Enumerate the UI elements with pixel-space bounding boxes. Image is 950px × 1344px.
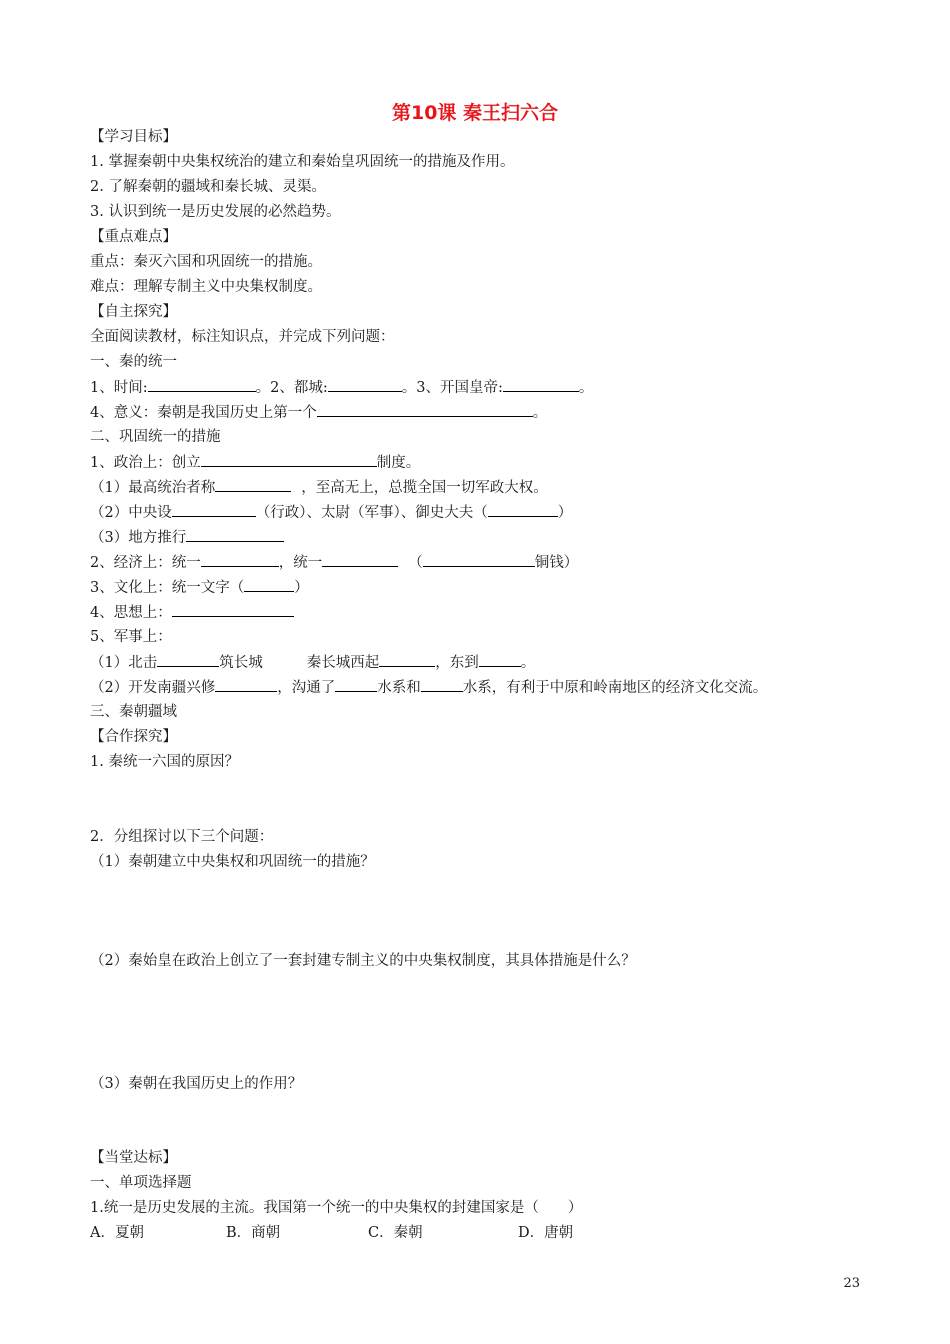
blank-river-2[interactable] xyxy=(421,677,463,692)
question-politics: 1、政治上：创立 制度。 xyxy=(90,452,420,473)
option-b: B．商朝 xyxy=(226,1225,281,1241)
blank-emperor[interactable] xyxy=(503,377,579,392)
blank-significance[interactable] xyxy=(317,402,533,417)
blank-ruler-title[interactable] xyxy=(215,477,291,492)
test-question-1: 1.统一是历史发展的主流。我国第一个统一的中央集权的封建国家是（ ） xyxy=(90,1200,583,1216)
heading-cooperation: 【合作探究】 xyxy=(90,729,177,745)
heading-classroom-test: 【当堂达标】 xyxy=(90,1150,177,1166)
page-number: 23 xyxy=(843,1276,860,1291)
question-canal: （2）开发南疆兴修 ，沟通了 水系和 水系，有利于中原和岭南地区的经济文化交流。 xyxy=(90,677,767,698)
question-great-wall: （1）北击 筑长城 秦长城西起 ，东到 。 xyxy=(90,652,535,673)
goal-2: 2. 了解秦朝的疆域和秦长城、灵渠。 xyxy=(90,179,326,195)
section-consolidation: 二、巩固统一的措施 xyxy=(90,429,221,445)
question-military: 5、军事上： xyxy=(90,629,172,645)
blank-unify-2[interactable] xyxy=(322,552,398,567)
page-title: 第10课 秦王扫六合 xyxy=(391,102,559,124)
section-single-choice: 一、单项选择题 xyxy=(90,1175,192,1191)
option-c: C．秦朝 xyxy=(368,1225,423,1241)
blank-coin[interactable] xyxy=(423,552,535,567)
coop-question-2: 2．分组探讨以下三个问题： xyxy=(90,829,274,845)
coop-question-2-3: （3）秦朝在我国历史上的作用？ xyxy=(90,1076,303,1092)
question-culture: 3、文化上：统一文字（ ） xyxy=(90,577,309,598)
blank-thought[interactable] xyxy=(172,602,294,617)
option-a: A．夏朝 xyxy=(90,1225,144,1241)
heading-self-study: 【自主探究】 xyxy=(90,304,177,320)
blank-time[interactable] xyxy=(148,377,256,392)
option-d: D．唐朝 xyxy=(518,1225,574,1241)
blank-censor-role[interactable] xyxy=(488,502,558,517)
blank-capital[interactable] xyxy=(328,377,402,392)
heading-key-points: 【重点难点】 xyxy=(90,229,177,245)
blank-wall-east[interactable] xyxy=(479,652,521,667)
section-unification: 一、秦的统一 xyxy=(90,354,177,370)
difficult-point: 难点：理解专制主义中央集权制度。 xyxy=(90,279,322,295)
blank-wall-west[interactable] xyxy=(379,652,435,667)
blank-local-system[interactable] xyxy=(186,527,284,542)
coop-question-2-1: （1）秦朝建立中央集权和巩固统一的措施？ xyxy=(90,854,375,870)
coop-question-1: 1. 秦统一六国的原因？ xyxy=(90,754,239,770)
blank-system[interactable] xyxy=(201,452,377,467)
blank-north-enemy[interactable] xyxy=(157,652,219,667)
blank-unify-1[interactable] xyxy=(201,552,279,567)
blank-script[interactable] xyxy=(244,577,294,592)
question-thought: 4、思想上： xyxy=(90,602,294,623)
coop-question-2-2: （2）秦始皇在政治上创立了一套封建专制主义的中央集权制度，其具体措施是什么？ xyxy=(90,953,636,969)
self-study-intro: 全面阅读教材，标注知识点，并完成下列问题： xyxy=(90,329,395,345)
heading-goals: 【学习目标】 xyxy=(90,129,177,145)
section-territory: 三、秦朝疆域 xyxy=(90,704,177,720)
goal-1: 1. 掌握秦朝中央集权统治的建立和秦始皇巩固统一的措施及作用。 xyxy=(90,154,515,170)
question-economy: 2、经济上：统一 ，统一 （ 铜钱） xyxy=(90,552,578,573)
question-local-system: （3）地方推行 xyxy=(90,527,284,548)
question-significance: 4、意义：秦朝是我国历史上第一个 。 xyxy=(90,402,547,423)
key-point: 重点：秦灭六国和巩固统一的措施。 xyxy=(90,254,322,270)
blank-river-1[interactable] xyxy=(335,677,377,692)
question-ruler-title: （1）最高统治者称 ，至高无上，总揽全国一切军政大权。 xyxy=(90,477,548,498)
goal-3: 3. 认识到统一是历史发展的必然趋势。 xyxy=(90,204,341,220)
blank-chancellor[interactable] xyxy=(172,502,256,517)
question-time-capital-emperor: 1、时间: 。2、都城: 。3、开国皇帝: 。 xyxy=(90,377,593,398)
question-central-offices: （2）中央设 （行政）、太尉（军事）、御史大夫（ ） xyxy=(90,502,572,523)
blank-canal[interactable] xyxy=(215,677,277,692)
